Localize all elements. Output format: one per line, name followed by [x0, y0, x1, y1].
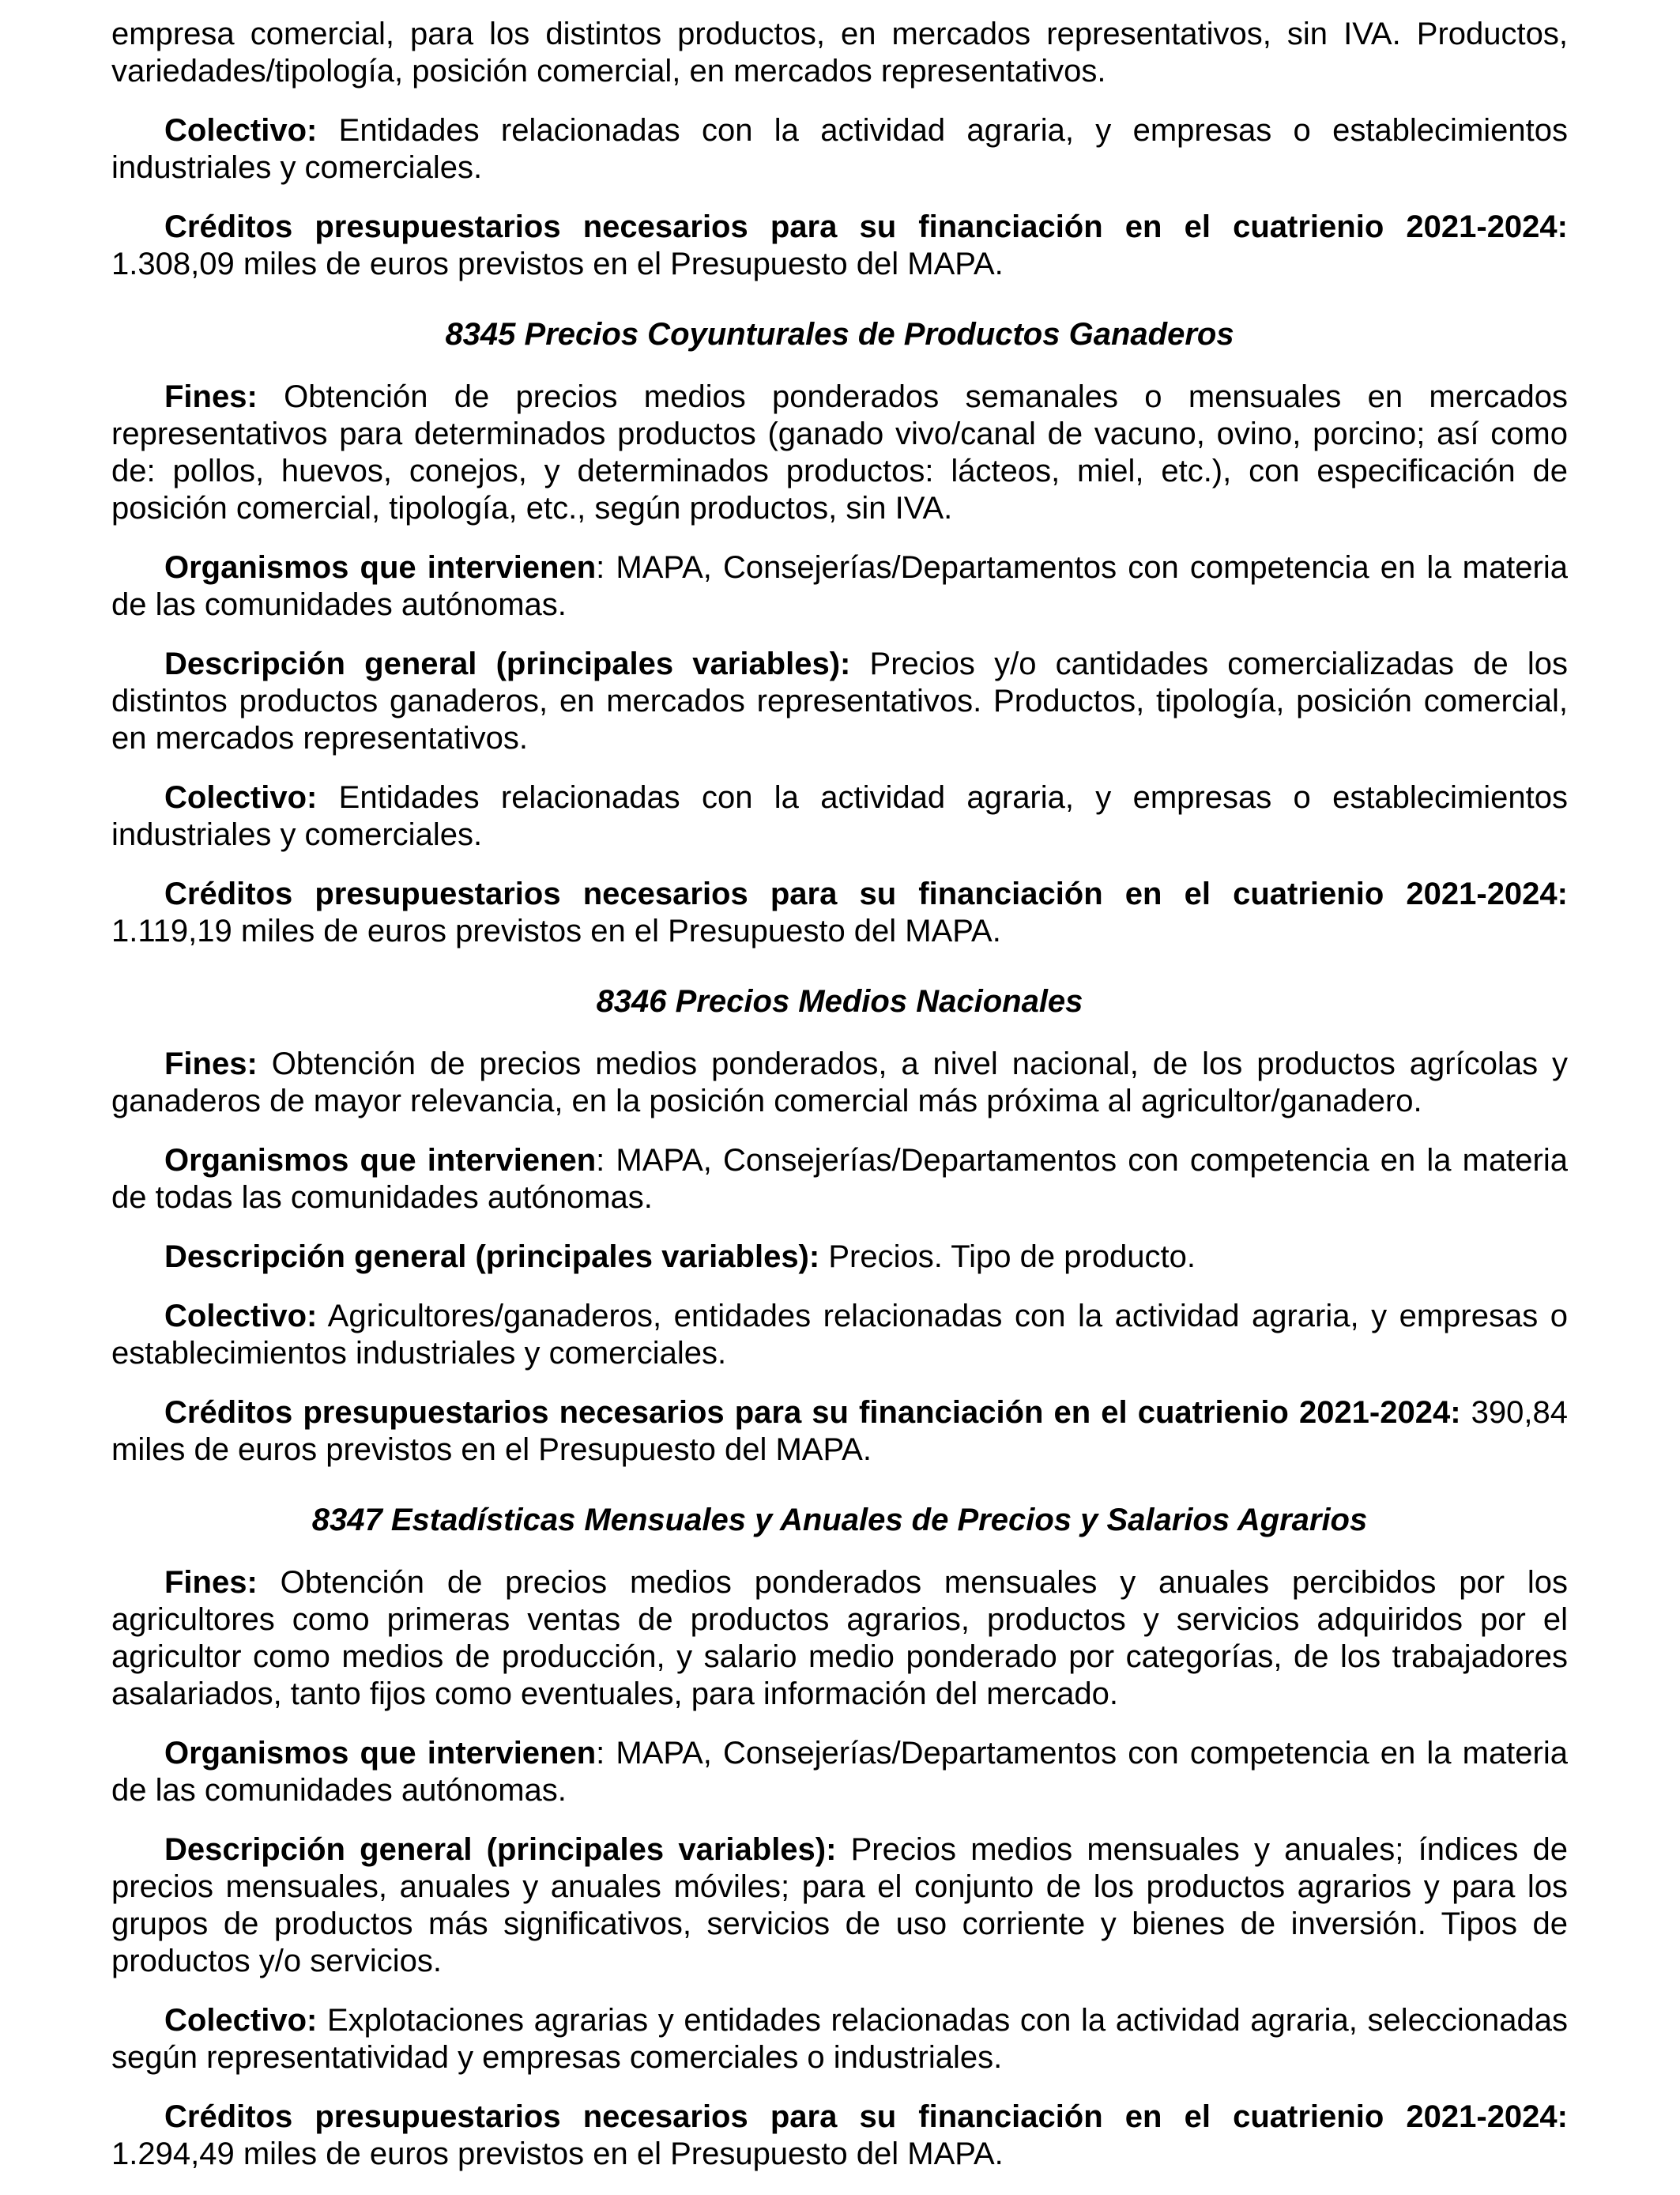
creditos-label: Créditos presupuestarios necesarios para su financiación en el cuatrienio 2021-2024: — [164, 1395, 1461, 1430]
descripcion-paragraph — [111, 646, 1568, 757]
organismos-label: Organismos que intervienen — [164, 550, 597, 585]
creditos-label: Créditos presupuestarios necesarios para su financiación en el cuatrienio 2021-2024: — [164, 209, 1568, 244]
descripcion-paragraph — [111, 1831, 1568, 1980]
organismos-label: Organismos que intervienen — [164, 1736, 597, 1771]
colectivo-text: Explotaciones agrarias y entidades relacionadas con la actividad agraria, seleccionadas según representatividad y empresas comerciales o industriales. — [111, 2003, 1568, 2075]
colectivo-paragraph — [111, 779, 1568, 854]
colectivo-paragraph — [111, 2002, 1568, 2076]
creditos-text: 1.308,09 miles de euros previstos en el Presupuesto del MAPA. — [111, 247, 1004, 281]
fines-text: Obtención de precios medios ponderados semanales o mensuales en mercados representativos para determinados productos (ganado vivo/canal de vacuno, ovino, porcino; así como de: pollos, huevos, conejos, y determinados productos: lácteos, miel, etc.), con especificación de posición comercial, tipología, etc., según productos, sin IVA. — [111, 379, 1568, 526]
colectivo-paragraph — [111, 1298, 1568, 1372]
descripcion-label: Descripción general (principales variables): — [164, 1239, 820, 1274]
fines-paragraph — [111, 379, 1568, 527]
creditos-paragraph — [111, 1394, 1568, 1469]
intro-colectivo-paragraph — [111, 112, 1568, 187]
organismos-text: : MAPA, Consejerías/Departamentos con competencia en la materia de las comunidades autónomas. — [111, 550, 1568, 622]
creditos-text: 1.119,19 miles de euros previstos en el Presupuesto del MAPA. — [111, 914, 1001, 949]
document-page — [111, 16, 1568, 2195]
fines-label: Fines: — [164, 1565, 258, 1600]
fines-label: Fines: — [164, 1047, 258, 1081]
colectivo-label: Colectivo: — [164, 2003, 318, 2038]
organismos-text: : MAPA, Consejerías/Departamentos con competencia en la materia de todas las comunidades autónomas. — [111, 1143, 1568, 1215]
descripcion-text: Precios y/o cantidades comercializadas de los distintos productos ganaderos, en mercados representativos. Productos, tipología, posición comercial, en mercados representativos. — [111, 647, 1569, 756]
descripcion-label: Descripción general (principales variables): — [164, 647, 851, 681]
creditos-label: Créditos presupuestarios necesarios para su financiación en el cuatrienio 2021-2024: — [164, 2099, 1568, 2134]
fines-paragraph — [111, 1564, 1568, 1713]
fines-label: Fines: — [164, 379, 258, 414]
descripcion-text: Precios medios mensuales y anuales; índices de precios mensuales, anuales y anuales móviles; para el conjunto de los productos agrarios y para los grupos de productos más significativos, servicios de uso corriente y bienes de inversión. Tipos de productos y/o servicios. — [111, 1832, 1568, 1978]
organismos-paragraph — [111, 549, 1568, 624]
section-heading: 8345 Precios Coyunturales de Productos Ganaderos — [445, 317, 1234, 352]
section-8347 — [111, 1502, 1568, 2173]
organismos-text: : MAPA, Consejerías/Departamentos con competencia en la materia de las comunidades autónomas. — [111, 1736, 1568, 1808]
descripcion-text: Precios. Tipo de producto. — [819, 1239, 1196, 1274]
creditos-label: Créditos presupuestarios necesarios para su financiación en el cuatrienio 2021-2024: — [164, 877, 1568, 911]
descripcion-label: Descripción general (principales variables): — [164, 1832, 837, 1867]
section-8345 — [111, 316, 1568, 950]
section-heading: 8347 Estadísticas Mensuales y Anuales de Precios y Salarios Agrarios — [311, 1503, 1368, 1537]
fines-text: Obtención de precios medios ponderados, a nivel nacional, de los productos agrícolas y ganaderos de mayor relevancia, en la posición comercial más próxima al agricultor/ganadero. — [111, 1047, 1568, 1118]
colectivo-text: Entidades relacionadas con la actividad agraria, y empresas o establecimientos industriales y comerciales. — [111, 780, 1568, 852]
colectivo-label: Colectivo: — [164, 1299, 318, 1333]
fines-paragraph — [111, 1046, 1568, 1120]
creditos-text: 390,84 miles de euros previstos en el Presupuesto del MAPA. — [111, 1395, 1568, 1467]
intro-continuation-paragraph: empresa comercial, para los distintos productos, en mercados representativos, sin IVA. Productos, variedades/tipología, posición comercial, en mercados representativos. — [111, 17, 1568, 89]
colectivo-text: Entidades relacionadas con la actividad agraria, y empresas o establecimientos industriales y comerciales. — [111, 113, 1568, 185]
colectivo-label: Colectivo: — [164, 780, 318, 815]
organismos-label: Organismos que intervienen — [164, 1143, 597, 1178]
section-heading: 8346 Precios Medios Nacionales — [596, 984, 1083, 1019]
intro-creditos-paragraph — [111, 209, 1568, 283]
colectivo-label: Colectivo: — [164, 113, 318, 148]
fines-text: Obtención de precios medios ponderados mensuales y anuales percibidos por los agricultores como primeras ventas de productos agrarios, productos y servicios adquiridos por el agricultor como medios de producción, y salario medio ponderado por categorías, de los trabajadores asalariados, tanto fijos como eventuales, para información del mercado. — [111, 1565, 1568, 1711]
descripcion-paragraph — [111, 1239, 1568, 1276]
organismos-paragraph — [111, 1735, 1568, 1809]
colectivo-text: Agricultores/ganaderos, entidades relacionadas con la actividad agraria, y empresas o establecimientos industriales y comerciales. — [111, 1299, 1568, 1371]
creditos-paragraph — [111, 876, 1568, 950]
creditos-text: 1.294,49 miles de euros previstos en el Presupuesto del MAPA. — [111, 2137, 1004, 2171]
organismos-paragraph — [111, 1142, 1568, 1216]
creditos-paragraph — [111, 2099, 1568, 2173]
section-8346 — [111, 983, 1568, 1469]
